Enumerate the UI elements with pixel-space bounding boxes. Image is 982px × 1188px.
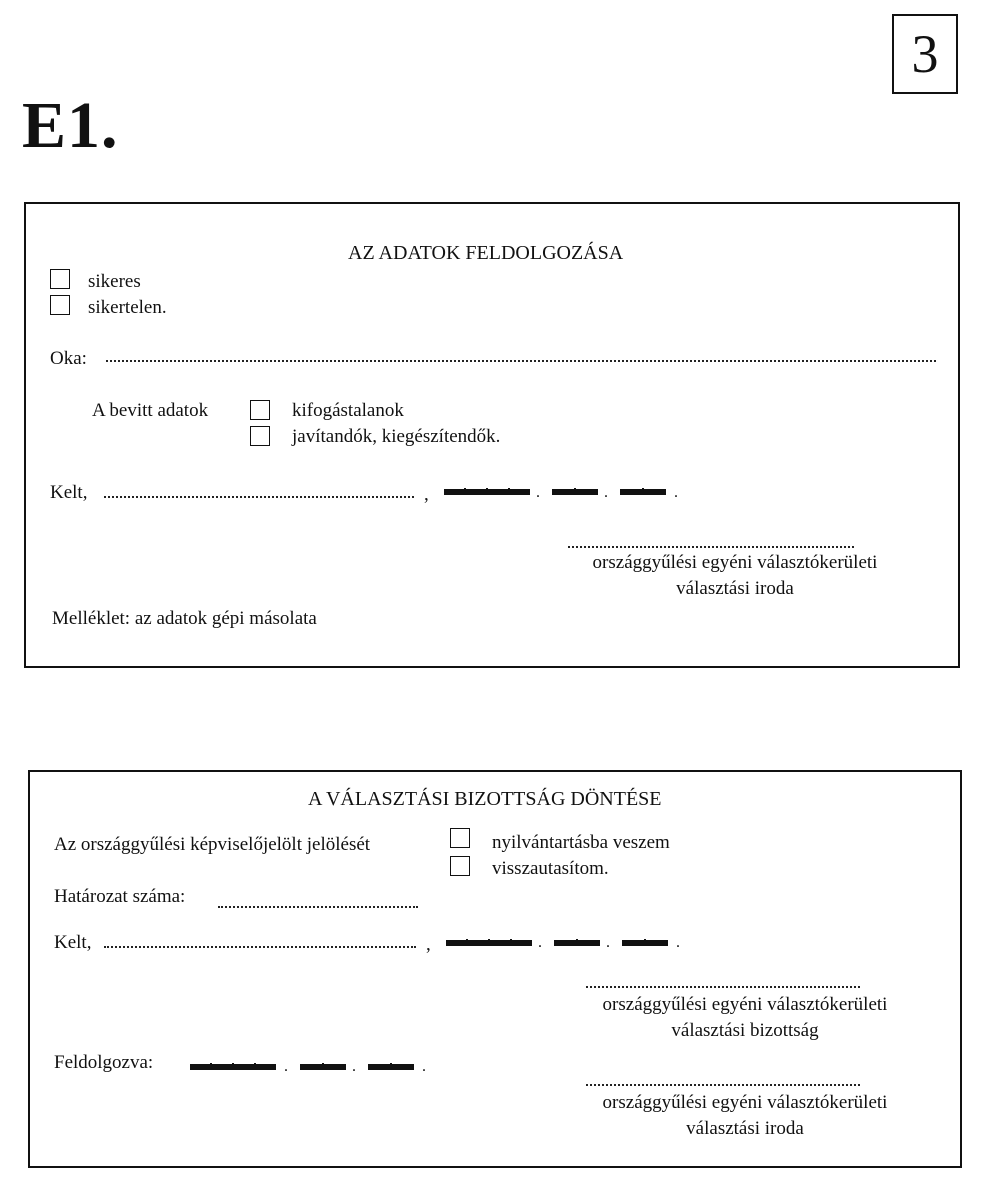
resolution-label: Határozat száma: xyxy=(54,886,186,907)
processed-date-dot-2: . xyxy=(352,1058,356,1075)
processed-date-year-field[interactable] xyxy=(190,1064,276,1070)
decision-date-year-field[interactable] xyxy=(446,940,532,946)
office-signature-line-bottom[interactable] xyxy=(586,1084,860,1086)
processed-label: Feldolgozva: xyxy=(54,1052,154,1073)
reason-label: Oka: xyxy=(50,348,87,369)
place-field[interactable] xyxy=(104,496,414,498)
decision-date-month-field[interactable] xyxy=(554,940,600,946)
office-bottom-line-2: választási iroda xyxy=(686,1118,804,1139)
date-dot-2: . xyxy=(604,484,608,501)
committee-signature-line[interactable] xyxy=(586,986,860,988)
flawless-checkbox[interactable] xyxy=(250,400,270,420)
decision-date-dot-2: . xyxy=(606,934,610,951)
reject-label: visszautasítom. xyxy=(492,858,609,879)
committee-signature-line-1: országgyűlési egyéni választókerületi xyxy=(602,994,888,1015)
decision-date-dot-1: . xyxy=(538,934,542,951)
form-code: E1. xyxy=(22,89,119,162)
page-number-box: 3 xyxy=(892,14,958,94)
register-label: nyilvántartásba veszem xyxy=(492,832,670,853)
decision-date-label: Kelt, xyxy=(54,932,92,953)
committee-signature-line-2: választási bizottság xyxy=(671,1020,819,1041)
date-dot-3: . xyxy=(674,484,678,501)
register-checkbox[interactable] xyxy=(450,828,470,848)
flawless-label: kifogástalanok xyxy=(292,400,404,421)
processed-date-dot-3: . xyxy=(422,1058,426,1075)
reject-checkbox[interactable] xyxy=(450,856,470,876)
date-dot-1: . xyxy=(536,484,540,501)
decision-heading: A VÁLASZTÁSI BIZOTTSÁG DÖNTÉSE xyxy=(308,788,662,810)
office-bottom-line-1: országgyűlési egyéni választókerületi xyxy=(602,1092,888,1113)
comma-separator: , xyxy=(424,484,429,505)
date-label: Kelt, xyxy=(50,482,88,503)
decision-comma: , xyxy=(426,934,431,955)
success-checkbox[interactable] xyxy=(50,269,70,289)
success-label: sikeres xyxy=(88,271,141,292)
attachment-note: Melléklet: az adatok gépi másolata xyxy=(52,608,317,629)
failure-label: sikertelen. xyxy=(88,297,167,318)
date-day-field[interactable] xyxy=(620,489,666,495)
processing-heading: AZ ADATOK FELDOLGOZÁSA xyxy=(348,242,624,264)
processed-date-month-field[interactable] xyxy=(300,1064,346,1070)
reason-field[interactable] xyxy=(106,360,936,362)
date-year-field[interactable] xyxy=(444,489,530,495)
office-signature-line-1: országgyűlési egyéni választókerületi xyxy=(592,552,878,573)
failure-checkbox[interactable] xyxy=(50,295,70,315)
to-correct-checkbox[interactable] xyxy=(250,426,270,446)
decision-date-day-field[interactable] xyxy=(622,940,668,946)
office-signature-line-2: választási iroda xyxy=(676,578,794,599)
resolution-number-field[interactable] xyxy=(218,906,418,908)
processed-date-dot-1: . xyxy=(284,1058,288,1075)
to-correct-label: javítandók, kiegészítendők. xyxy=(292,426,501,447)
office-signature-line[interactable] xyxy=(568,546,854,548)
processed-date-day-field[interactable] xyxy=(368,1064,414,1070)
entered-data-label: A bevitt adatok xyxy=(92,400,209,421)
decision-place-field[interactable] xyxy=(104,946,416,948)
date-month-field[interactable] xyxy=(552,489,598,495)
decision-date-dot-3: . xyxy=(676,934,680,951)
nomination-label: Az országgyűlési képviselőjelölt jelölését xyxy=(54,834,371,855)
